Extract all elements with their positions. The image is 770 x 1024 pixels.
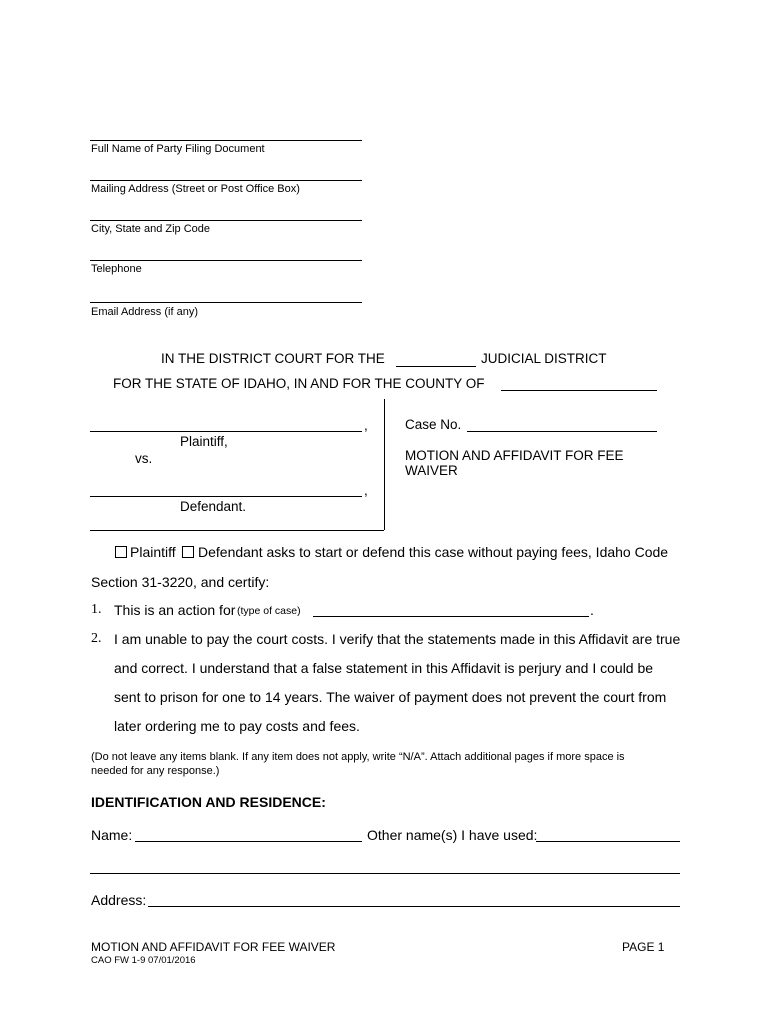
court-line1-prefix: IN THE DISTRICT COURT FOR THE — [161, 351, 385, 366]
instructions-line1: (Do not leave any items blank. If any item does not apply, write “N/A”. Attach additional pages if more space is — [91, 751, 625, 763]
plaintiff-label: Plaintiff, — [180, 434, 228, 449]
other-names-input[interactable] — [536, 841, 680, 842]
plaintiff-comma: , — [364, 418, 368, 433]
page-number: PAGE 1 — [622, 940, 665, 954]
email-line[interactable] — [90, 302, 362, 303]
document-title-line1: MOTION AND AFFIDAVIT FOR FEE — [405, 448, 624, 463]
document-title-line2: WAIVER — [405, 463, 458, 478]
defendant-name-input[interactable] — [90, 496, 362, 497]
city-state-zip-line[interactable] — [90, 220, 362, 221]
vs-label: vs. — [135, 451, 153, 466]
item1-period: . — [590, 602, 594, 618]
item2-number: 2. — [91, 631, 102, 646]
court-line2: FOR THE STATE OF IDAHO, IN AND FOR THE COUNTY OF — [113, 376, 485, 391]
item2-line4: later ordering me to pay costs and fees. — [114, 718, 360, 734]
county-input[interactable] — [501, 390, 657, 391]
email-label: Email Address (if any) — [91, 306, 198, 318]
court-line1-suffix: JUDICIAL DISTRICT — [481, 351, 607, 366]
telephone-line[interactable] — [90, 260, 362, 261]
item1-text: This is an action for — [114, 602, 236, 618]
caption-bottom-border — [90, 530, 384, 531]
name-label: Name: — [91, 827, 133, 843]
item2-line2: and correct. I understand that a false statement in this Affidavit is perjury and I could be — [114, 660, 654, 676]
plaintiff-name-input[interactable] — [90, 431, 362, 432]
item1-number: 1. — [91, 602, 102, 617]
address-input[interactable] — [148, 906, 680, 907]
full-name-line[interactable] — [90, 140, 362, 141]
caption-divider — [384, 399, 385, 530]
address-label: Address: — [91, 892, 147, 908]
defendant-label: Defendant. — [180, 499, 247, 514]
city-state-zip-label: City, State and Zip Code — [91, 223, 211, 235]
telephone-label: Telephone — [91, 263, 142, 275]
defendant-checkbox[interactable] — [182, 546, 194, 558]
mailing-address-line[interactable] — [90, 180, 362, 181]
plaintiff-option-label: Plaintiff — [130, 544, 176, 560]
extra-names-line[interactable] — [90, 873, 680, 874]
case-no-label: Case No. — [405, 417, 462, 432]
defendant-option-label: Defendant asks to start or defend this case without paying fees, Idaho Code — [198, 544, 669, 560]
footer-title: MOTION AND AFFIDAVIT FOR FEE WAIVER — [91, 940, 336, 954]
other-names-label: Other name(s) I have used: — [367, 827, 538, 843]
intro-line2: Section 31-3220, and certify: — [91, 574, 270, 590]
name-input[interactable] — [135, 841, 362, 842]
mailing-address-label: Mailing Address (Street or Post Office Box) — [91, 183, 300, 195]
case-no-input[interactable] — [467, 431, 657, 432]
item2-line1: I am unable to pay the court costs. I verify that the statements made in this Affidavit are true — [114, 631, 681, 647]
footer-form-code: CAO FW 1-9 07/01/2016 — [91, 955, 196, 966]
judicial-district-input[interactable] — [396, 366, 476, 367]
full-name-label: Full Name of Party Filing Document — [91, 143, 265, 155]
instructions-line2: needed for any response.) — [91, 765, 220, 777]
item2-line3: sent to prison for one to 14 years. The waiver of payment does not prevent the court from — [114, 689, 667, 705]
type-of-case-input[interactable] — [313, 616, 589, 617]
section-heading: IDENTIFICATION AND RESIDENCE: — [91, 794, 326, 810]
item1-hint: (type of case) — [237, 605, 301, 617]
plaintiff-checkbox[interactable] — [115, 546, 127, 558]
defendant-comma: , — [364, 483, 368, 498]
